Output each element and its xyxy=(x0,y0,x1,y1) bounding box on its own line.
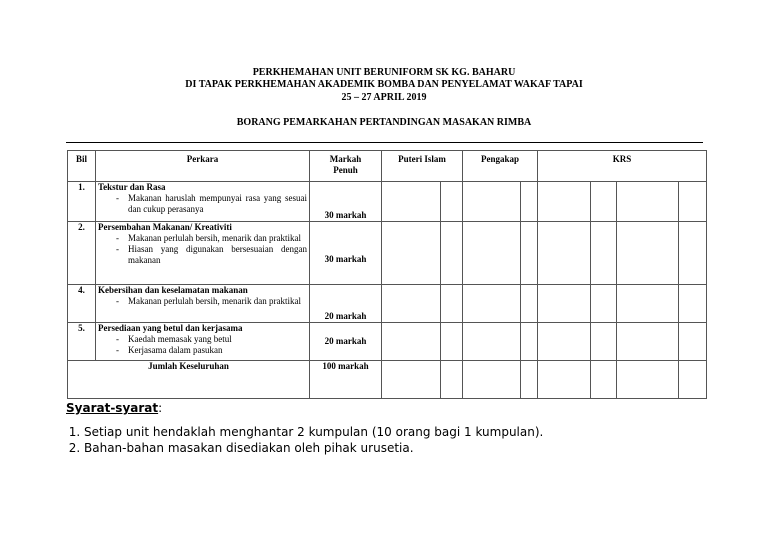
col-krs: KRS xyxy=(538,151,707,182)
score-cell[interactable] xyxy=(591,182,617,222)
score-cell[interactable] xyxy=(617,222,679,285)
row-markah: 30 markah xyxy=(310,182,382,222)
score-cell[interactable] xyxy=(463,222,521,285)
row-item: - Makanan perlulah bersih, menarik dan praktikal xyxy=(116,233,307,244)
syarat-heading-text: Syarat-syarat xyxy=(66,401,159,415)
score-cell[interactable] xyxy=(679,361,707,399)
col-markah-penuh xyxy=(310,151,382,182)
total-markah: 100 markah xyxy=(310,361,382,399)
score-cell[interactable] xyxy=(591,285,617,323)
table-row xyxy=(68,222,707,285)
syarat-colon: : xyxy=(158,401,163,415)
row-perkara xyxy=(96,285,310,323)
score-cell[interactable] xyxy=(463,285,521,323)
col-markah-line2: Penuh xyxy=(333,165,358,175)
row-perkara xyxy=(96,222,310,285)
row-item: - Makanan haruslah mempunyai rasa yang sesuai dan cukup perasanya xyxy=(116,193,307,215)
score-cell[interactable] xyxy=(617,182,679,222)
table-row xyxy=(68,285,707,323)
row-title: Persediaan yang betul dan kerjasama xyxy=(98,323,243,333)
score-cell[interactable] xyxy=(538,285,591,323)
table-row xyxy=(68,323,707,361)
score-cell[interactable] xyxy=(538,361,591,399)
header-divider xyxy=(66,142,703,143)
col-pengakap: Pengakap xyxy=(463,151,538,182)
row-markah: 30 markah xyxy=(310,222,382,285)
score-cell[interactable] xyxy=(441,222,463,285)
row-markah: 20 markah xyxy=(310,285,382,323)
syarat-list xyxy=(60,424,543,456)
score-cell[interactable] xyxy=(591,222,617,285)
row-bil: 2. xyxy=(68,222,96,285)
row-bil: 1. xyxy=(68,182,96,222)
row-bil: 4. xyxy=(68,285,96,323)
total-row xyxy=(68,361,707,399)
syarat-item: 2. Bahan-bahan masakan disediakan oleh pihak urusetia. xyxy=(84,440,543,456)
row-bil: 5. xyxy=(68,323,96,361)
score-cell[interactable] xyxy=(538,182,591,222)
form-title: BORANG PEMARKAHAN PERTANDINGAN MASAKAN RIMBA xyxy=(236,117,532,128)
row-perkara xyxy=(96,182,310,222)
score-cell[interactable] xyxy=(382,182,441,222)
row-markah: 20 markah xyxy=(310,323,382,361)
score-cell[interactable] xyxy=(521,222,538,285)
row-title: Kebersihan dan keselamatan makanan xyxy=(98,285,248,295)
table-header-row xyxy=(68,151,707,182)
row-item: - Hiasan yang digunakan bersesuaian dengan makanan xyxy=(116,244,307,266)
score-cell[interactable] xyxy=(538,323,591,361)
total-label: Jumlah Keseluruhan xyxy=(68,361,310,399)
score-cell[interactable] xyxy=(617,361,679,399)
score-cell[interactable] xyxy=(591,361,617,399)
score-cell[interactable] xyxy=(521,323,538,361)
score-cell[interactable] xyxy=(617,285,679,323)
col-bil: Bil xyxy=(68,151,96,182)
score-cell[interactable] xyxy=(441,361,463,399)
row-perkara xyxy=(96,323,310,361)
header-date: 25 – 27 APRIL 2019 xyxy=(341,92,427,103)
col-perkara: Perkara xyxy=(96,151,310,182)
score-cell[interactable] xyxy=(441,323,463,361)
score-cell[interactable] xyxy=(521,182,538,222)
score-cell[interactable] xyxy=(521,361,538,399)
score-cell[interactable] xyxy=(538,222,591,285)
syarat-item: 1. Setiap unit hendaklah menghantar 2 kumpulan (10 orang bagi 1 kumpulan). xyxy=(84,424,543,440)
header-title: PERKHEMAHAN UNIT BERUNIFORM SK KG. BAHARU xyxy=(252,67,516,78)
score-cell[interactable] xyxy=(382,222,441,285)
score-cell[interactable] xyxy=(679,285,707,323)
score-cell[interactable] xyxy=(382,361,441,399)
col-puteri-islam: Puteri Islam xyxy=(382,151,463,182)
score-cell[interactable] xyxy=(382,323,441,361)
header-venue: DI TAPAK PERKHEMAHAN AKADEMIK BOMBA DAN PENYELAMAT WAKAF TAPAI xyxy=(185,79,583,90)
score-cell[interactable] xyxy=(679,222,707,285)
col-markah-line1: Markah xyxy=(329,154,362,164)
score-cell[interactable] xyxy=(679,323,707,361)
row-item: - Makanan perlulah bersih, menarik dan praktikal xyxy=(116,296,307,307)
syarat-heading xyxy=(66,401,162,415)
score-cell[interactable] xyxy=(617,323,679,361)
score-cell[interactable] xyxy=(463,361,521,399)
score-cell[interactable] xyxy=(441,285,463,323)
row-item: - Kerjasama dalam pasukan xyxy=(116,345,307,356)
table-row xyxy=(68,182,707,222)
score-cell[interactable] xyxy=(591,323,617,361)
row-title: Tekstur dan Rasa xyxy=(98,182,166,192)
scoring-table xyxy=(67,150,707,399)
score-cell[interactable] xyxy=(679,182,707,222)
row-item: - Kaedah memasak yang betul xyxy=(116,334,307,345)
score-cell[interactable] xyxy=(521,285,538,323)
score-cell[interactable] xyxy=(463,323,521,361)
row-title: Persembahan Makanan/ Kreativiti xyxy=(98,222,232,232)
score-cell[interactable] xyxy=(382,285,441,323)
score-cell[interactable] xyxy=(441,182,463,222)
score-cell[interactable] xyxy=(463,182,521,222)
